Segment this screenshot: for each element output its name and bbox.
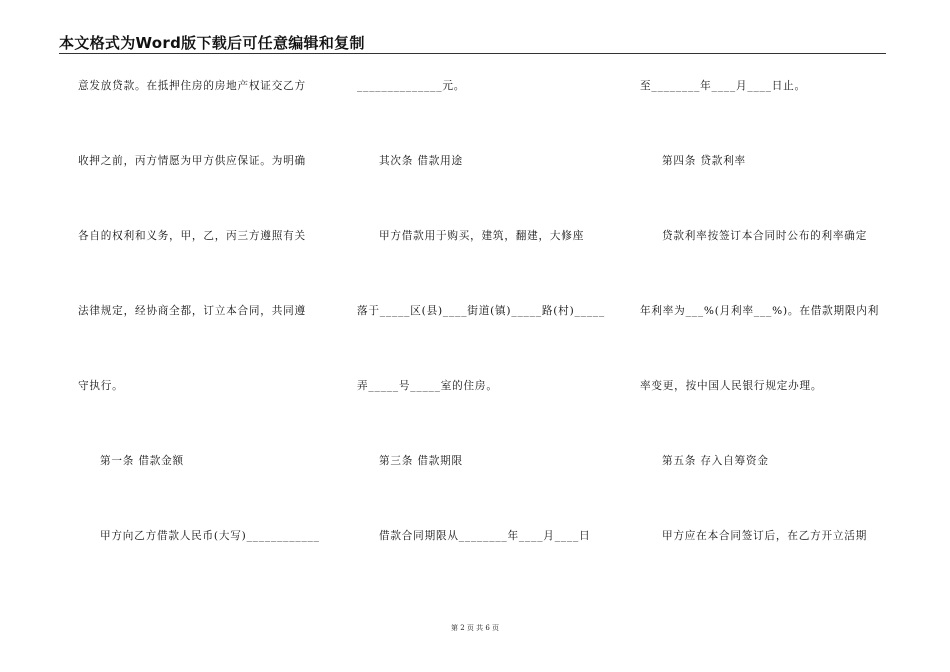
text-line: 收押之前，丙方情愿为甲方供应保证。为明确: [78, 155, 306, 167]
text-line: 甲方借款用于购买，建筑，翻建，大修座: [379, 230, 585, 242]
text-line: 各自的权利和义务，甲，乙，丙三方遵照有关: [78, 230, 306, 242]
text-line: 率变更，按中国人民银行规定办理。: [640, 380, 823, 392]
text-line: 法律规定，经协商全都，订立本合同，共同遵: [78, 305, 306, 317]
text-line: ______________元。: [357, 80, 466, 92]
page-number: 第 2 页 共 6 页: [450, 624, 500, 632]
text-line: 弄_____号_____室的住房。: [357, 380, 498, 392]
text-line: 守执行。: [78, 380, 124, 392]
text-line: 落于_____区(县)____街道(镇)_____路(村)_____: [357, 305, 605, 317]
text-line: 甲方向乙方借款人民币(大写)____________: [100, 530, 320, 542]
text-line: 借款合同期限从________年____月____日: [379, 530, 591, 542]
section-heading: 其次条 借款用途: [379, 155, 463, 167]
section-heading: 第一条 借款金额: [100, 455, 184, 467]
section-heading: 第五条 存入自筹资金: [662, 455, 769, 467]
header-title: 本文格式为Word版下载后可任意编辑和复制: [59, 34, 365, 52]
section-heading: 第四条 贷款利率: [662, 155, 746, 167]
text-line: 意发放贷款。在抵押住房的房地产权证交乙方: [78, 80, 306, 92]
text-line: 至________年____月____日止。: [640, 80, 806, 92]
text-line: 甲方应在本合同签订后，在乙方开立活期: [662, 530, 868, 542]
section-heading: 第三条 借款期限: [379, 455, 463, 467]
text-line: 贷款利率按签订本合同时公布的利率确定: [662, 230, 868, 242]
text-line: 年利率为___%(月利率___%)。在借款期限内利: [640, 305, 880, 317]
document-header: [59, 33, 886, 54]
